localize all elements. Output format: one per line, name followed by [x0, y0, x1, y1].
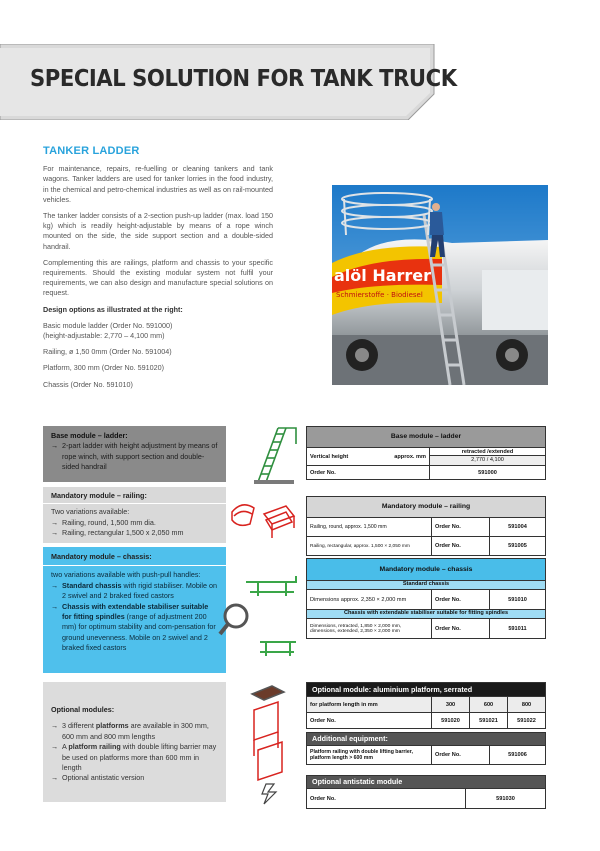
- list-item: → 2-part ladder with height adjustment by means of rope winch, with support section and double-sided handrail: [51, 441, 218, 472]
- order-no-label: Order No.: [431, 537, 489, 555]
- table-header: Mandatory module – railing: [307, 497, 545, 517]
- order-no-label: Order No.: [310, 469, 336, 476]
- additional-equipment-table: [306, 732, 546, 765]
- table-row: [307, 536, 545, 555]
- order-no-value: 591005: [489, 537, 545, 555]
- magnifier-icon: [225, 605, 247, 627]
- order-no-value: 591021: [469, 713, 507, 728]
- table-row: [307, 517, 545, 536]
- intro-paragraph-1: For maintenance, repairs, re-fuelling or cleaning tankers and tank wagons. Tanker ladders are used for tanker lorries in the food industry, in the chemical and petro-chemical industries as well as on rail-mounted vehicles.: [43, 164, 273, 204]
- railing-desc: Railing, rectangular, approx. 1,500 × 2,050 mm: [310, 543, 410, 549]
- order-no-value: 591006: [489, 746, 545, 764]
- order-no-value: 591022: [507, 713, 545, 728]
- retracted-extended-label: retracted /extended: [430, 448, 545, 456]
- chassis-dimensions: [307, 619, 431, 638]
- dimensions-retracted: Dimensions, retracted, 1,850 × 2,000 mm,: [310, 623, 402, 629]
- truck-slogan-text: Schmierstoffe · Biodiesel: [336, 291, 423, 299]
- extendable-chassis-subheader: Chassis with extendable stabiliser suitable for fitting spindles: [307, 609, 545, 618]
- list-item: → Optional antistatic version: [51, 773, 218, 783]
- table-header: Mandatory module – chassis: [307, 559, 545, 580]
- chassis-module-illustration: [216, 572, 302, 672]
- railing-desc: Railing, round, approx. 1,500 mm: [310, 524, 387, 530]
- text: are available in 300 mm, 600 mm and 800 mm lengths: [62, 721, 209, 741]
- platforms-label: platforms: [95, 721, 129, 731]
- page-title: SPECIAL SOLUTION FOR TANK TRUCK: [30, 66, 457, 92]
- platform-length: 300: [431, 697, 469, 712]
- list-item: [51, 742, 218, 773]
- order-no-label: Order No.: [310, 795, 336, 802]
- standard-chassis-desc: with rigid stabiliser. Mobile on 2 swivel and 2 braked fixed castors: [62, 580, 218, 601]
- dimensions-extended: dimensions, extended, 2,350 × 2,000 mm: [310, 628, 400, 634]
- base-module-heading: Base module – ladder:: [51, 431, 128, 440]
- order-no-label: Order No.: [431, 518, 489, 536]
- truck-logo-text: alöl Harrer: [334, 266, 432, 285]
- section-heading: TANKER LADDER: [43, 145, 140, 157]
- table-header: Base module – ladder: [307, 427, 545, 447]
- standard-chassis-label: Standard chassis: [62, 580, 122, 590]
- order-no-value: 591030: [465, 789, 545, 808]
- page-header-banner: [0, 44, 457, 120]
- additional-desc: [307, 746, 431, 764]
- design-options-heading: Design options as illustrated at the right:: [43, 304, 183, 314]
- railing-module-table: [306, 496, 546, 556]
- design-option: Railing, ø 1,50 0mm (Order No. 591004): [43, 347, 172, 357]
- ladder-module-illustration: [252, 424, 300, 486]
- platform-module-table: [306, 682, 546, 729]
- railing-module-heading: Mandatory module – railing:: [43, 491, 226, 504]
- table-header: Optional module: aluminium platform, serrated: [307, 683, 545, 696]
- text: A: [62, 742, 69, 752]
- order-no-value: 591000: [429, 466, 545, 479]
- order-no-value: 591004: [489, 518, 545, 536]
- height-range-value: 2,770 / 4,100: [430, 456, 545, 465]
- tanker-ladder-photo: [332, 185, 548, 385]
- table-header: Optional antistatic module: [307, 776, 545, 788]
- design-option: Platform, 300 mm (Order No. 591020): [43, 363, 165, 373]
- optional-modules-illustration: [240, 680, 300, 805]
- base-module-table: [306, 426, 546, 480]
- chassis-dimensions: Dimensions approx. 2,350 × 2,000 mm: [310, 596, 407, 603]
- railing-module-intro: Two variations available:: [51, 507, 130, 517]
- design-option-line: (height-adjustable: 2,770 – 4,100 mm): [43, 331, 165, 341]
- order-no-label: Order No.: [310, 717, 336, 724]
- text: 3 different: [62, 721, 96, 731]
- railing-module-illustration: [228, 494, 298, 546]
- text: with double lifting barrier may be used on platforms more than 600 mm in length: [62, 742, 217, 773]
- intro-section: [43, 146, 273, 396]
- antistatic-lightning-icon: [262, 784, 276, 804]
- additional-desc-line: Platform railing with double lifting barrier,: [310, 749, 413, 755]
- list-item: → Railing, rectangular 1,500 x 2,050 mm: [51, 528, 218, 538]
- list-item: [51, 721, 218, 742]
- vertical-height-label: Vertical height: [310, 453, 349, 460]
- order-no-label: Order No.: [431, 619, 489, 638]
- platform-railing-label: platform railing: [68, 742, 121, 752]
- extendable-chassis-desc: (range of adjustment 200 mm) for optimum stability and com-pensation for ground unevenness. Mobile on 2 swivel and 2 braked fixed castors: [62, 612, 216, 653]
- order-no-label: Order No.: [431, 746, 489, 764]
- antistatic-module-table: [306, 775, 546, 809]
- optional-modules-heading: Optional modules:: [51, 705, 115, 714]
- table-row: [307, 618, 545, 638]
- platform-length: 600: [469, 697, 507, 712]
- design-option-line: Basic module ladder (Order No. 591000): [43, 320, 173, 330]
- intro-paragraph-2: The tanker ladder consists of a 2-section push-up ladder (max. load 150 kg) which is readily height-adjustable by means of a rope winch mounted on the side, the side support section and a double-sided handrail.: [43, 211, 273, 251]
- order-no-value: 591010: [489, 590, 545, 609]
- order-no-label: Order No.: [431, 590, 489, 609]
- table-row: [307, 589, 545, 609]
- table-header: Additional equipment:: [307, 733, 545, 745]
- railing-module-box: [43, 487, 226, 543]
- standard-chassis-subheader: Standard chassis: [307, 580, 545, 589]
- chassis-module-box: [43, 547, 226, 673]
- platform-length: 800: [507, 697, 545, 712]
- base-module-box: [43, 426, 226, 482]
- order-no-value: 591020: [431, 713, 469, 728]
- list-item: → Railing, round, 1,500 mm dia.: [51, 518, 218, 528]
- intro-paragraph-3: Complementing this are railings, platform and chassis to your specific requirements. Should the existing modular system not fulfil your requirements, we can also design and manufacture special solutions on request.: [43, 257, 273, 298]
- tanker-photo-illustration: [332, 185, 548, 385]
- extendable-chassis-label: Chassis with extendable stabiliser suitable for fitting spindles: [62, 601, 209, 622]
- order-no-value: 591011: [489, 619, 545, 638]
- approx-unit-label: approx. mm: [394, 453, 426, 460]
- chassis-module-table: [306, 558, 546, 639]
- chassis-module-heading: Mandatory module – chassis:: [43, 552, 226, 566]
- platform-length-label: for platform length in mm: [310, 701, 378, 708]
- list-item: [51, 602, 218, 654]
- optional-modules-box: [43, 682, 226, 802]
- design-option: [43, 321, 273, 341]
- list-item: [51, 581, 218, 602]
- design-option: Chassis (Order No. 591010): [43, 379, 133, 389]
- height-range-cell: [429, 448, 545, 465]
- additional-desc-line: platform length > 600 mm: [310, 755, 373, 761]
- chassis-module-intro: two variations available with push-pull handles:: [51, 570, 201, 580]
